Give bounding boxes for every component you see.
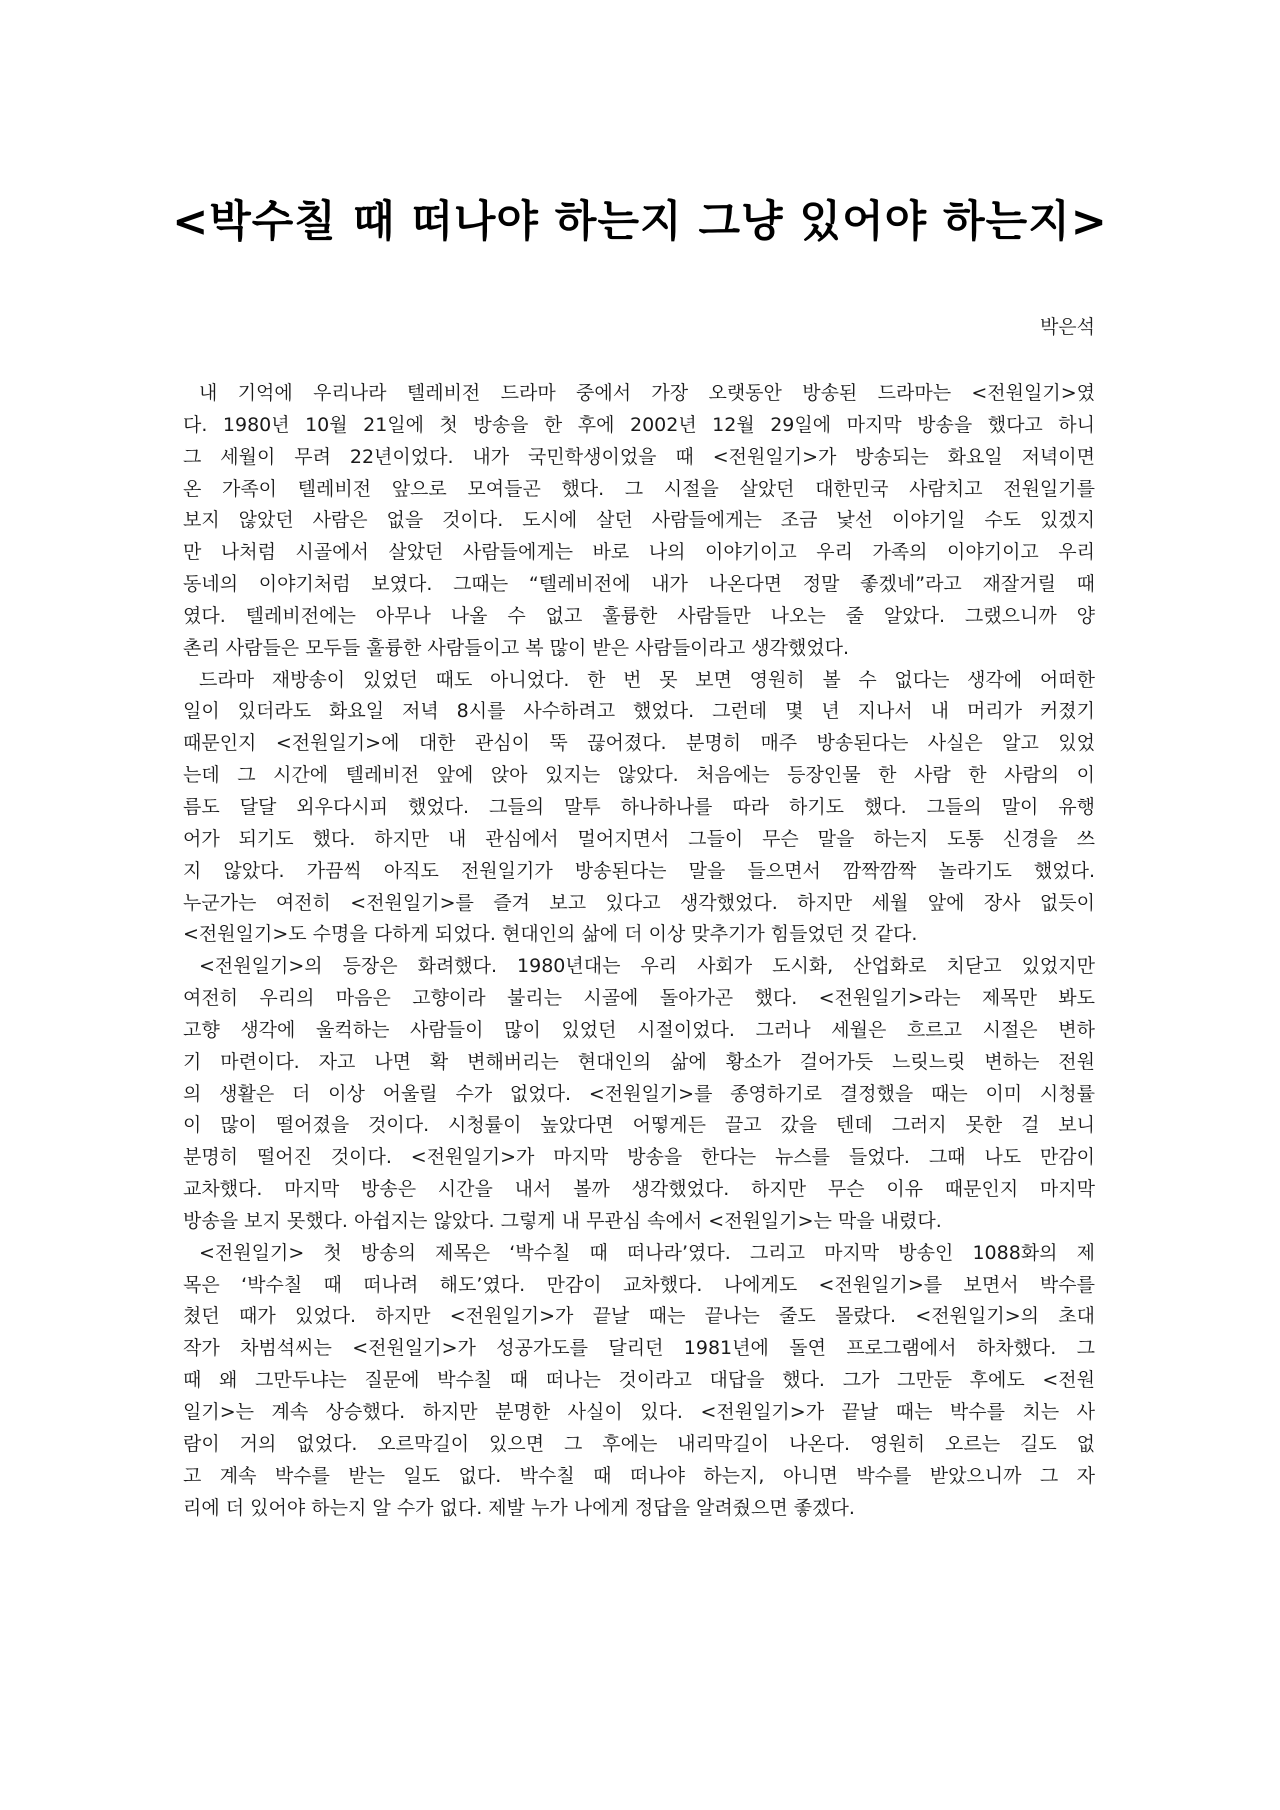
text-line: 방송을 보지 못했다. 아쉽지는 않았다. 그렇게 내 무관심 속에서 <전원일기>는 막을 내렸다. — [183, 1209, 942, 1232]
text-line: 만 나처럼 시골에서 살았던 사람들에게는 바로 나의 이야기이고 우리 가족의 이야기이고 우리 — [183, 541, 1095, 564]
text-line: 일기>는 계속 상승했다. 하지만 분명한 사실이 있다. <전원일기>가 끝날 때는 박수를 치는 사 — [183, 1401, 1095, 1423]
text-line: 작가 차범석씨는 <전원일기>가 성공가도를 달리던 1981년에 돌연 프로그램에서 하차했다. 그 — [183, 1337, 1095, 1360]
document-body — [183, 378, 1095, 1524]
text-line: 분명히 떨어진 것이다. <전원일기>가 마지막 방송을 한다는 뉴스를 들었다. 그때 나도 만감이 — [183, 1146, 1095, 1169]
paragraph — [183, 665, 1095, 952]
text-line: 쳤던 때가 있었다. 하지만 <전원일기>가 끝날 때는 끝나는 줄도 몰랐다. <전원일기>의 초대 — [183, 1305, 1095, 1328]
text-line: 누군가는 여전히 <전원일기>를 즐겨 보고 있다고 생각했었다. 하지만 세월 앞에 장사 없듯이 — [183, 891, 1095, 914]
text-line: 람이 거의 없었다. 오르막길이 있으면 그 후에는 내리막길이 나온다. 영원히 오르는 길도 없 — [183, 1432, 1095, 1455]
text-line: 이 많이 떨어졌을 것이다. 시청률이 높았다면 어떻게든 끌고 갔을 텐데 그러지 못한 걸 보니 — [183, 1114, 1095, 1137]
text-line: 온 가족이 텔레비전 앞으로 모여들곤 했다. 그 시절을 살았던 대한민국 사람치고 전원일기를 — [183, 477, 1095, 500]
text-line: <전원일기> 첫 방송의 제목은 ‘박수칠 때 떠나라’였다. 그리고 마지막 방송인 1088화의 제 — [199, 1241, 1095, 1264]
text-line: 여전히 우리의 마음은 고향이라 불리는 시골에 돌아가곤 했다. <전원일기>라는 제목만 봐도 — [183, 987, 1095, 1010]
text-line: 고향 생각에 울컥하는 사람들이 많이 있었던 시절이었다. 그러나 세월은 흐르고 시절은 변하 — [183, 1018, 1095, 1041]
text-line: 의 생활은 더 이상 어울릴 수가 없었다. <전원일기>를 종영하기로 결정했을 때는 이미 시청률 — [183, 1082, 1095, 1105]
text-line: 였다. 텔레비전에는 아무나 나올 수 없고 훌륭한 사람들만 나오는 줄 알았다. 그랬으니까 양 — [183, 604, 1095, 627]
text-line: 름도 달달 외우다시피 했었다. 그들의 말투 하나하나를 따라 하기도 했다. 그들의 말이 유행 — [183, 795, 1095, 818]
text-line: 어가 되기도 했다. 하지만 내 관심에서 멀어지면서 그들이 무슨 말을 하는지 도통 신경을 쓰 — [183, 827, 1095, 850]
text-line: 내 기억에 우리나라 텔레비전 드라마 중에서 가장 오랫동안 방송된 드라마는 <전원일기>였 — [199, 382, 1095, 404]
text-line: 때문인지 <전원일기>에 대한 관심이 뚝 끊어졌다. 분명히 매주 방송된다는 사실은 알고 있었 — [183, 732, 1095, 755]
text-line: 일이 있더라도 화요일 저녁 8시를 사수하려고 했었다. 그런데 몇 년 지나서 내 머리가 커졌기 — [183, 700, 1095, 723]
text-line: 교차했다. 마지막 방송은 시간을 내서 볼까 생각했었다. 하지만 무슨 이유 때문인지 마지막 — [183, 1178, 1095, 1201]
text-line: 보지 않았던 사람은 없을 것이다. 도시에 살던 사람들에게는 조금 낯선 이야기일 수도 있겠지 — [183, 509, 1095, 532]
text-line: 그 세월이 무려 22년이었다. 내가 국민학생이었을 때 <전원일기>가 방송되는 화요일 저녁이면 — [183, 445, 1095, 468]
text-line: 촌리 사람들은 모두들 훌륭한 사람들이고 복 많이 받은 사람들이라고 생각했었다. — [183, 636, 850, 659]
paragraph — [183, 1238, 1095, 1525]
text-line: <전원일기>도 수명을 다하게 되었다. 현대인의 삶에 더 이상 맞추기가 힘들었던 것 같다. — [183, 923, 918, 946]
text-line: <전원일기>의 등장은 화려했다. 1980년대는 우리 사회가 도시화, 산업화로 치닫고 있었지만 — [199, 955, 1095, 978]
text-line: 고 계속 박수를 받는 일도 없다. 박수칠 때 떠나야 하는지, 아니면 박수를 받았으니까 그 자 — [183, 1464, 1095, 1487]
text-line: 목은 ‘박수칠 때 떠나려 해도’였다. 만감이 교차했다. 나에게도 <전원일기>를 보면서 박수를 — [183, 1273, 1095, 1296]
text-line: 동네의 이야기처럼 보였다. 그때는 “텔레비전에 내가 나온다면 정말 좋겠네”라고 재잘거릴 때 — [183, 573, 1095, 596]
text-line: 때 왜 그만두냐는 질문에 박수칠 때 떠나는 것이라고 대답을 했다. 그가 그만둔 후에도 <전원 — [183, 1369, 1095, 1392]
paragraph — [183, 378, 1095, 665]
paragraph — [183, 951, 1095, 1238]
text-line: 기 마련이다. 자고 나면 확 변해버리는 현대인의 삶에 황소가 걸어가듯 느릿느릿 변하는 전원 — [183, 1050, 1095, 1073]
text-line: 다. 1980년 10월 21일에 첫 방송을 한 후에 2002년 12월 29일에 마지막 방송을 했다고 하니 — [183, 413, 1095, 436]
text-line: 드라마 재방송이 있었던 때도 아니었다. 한 번 못 보면 영원히 볼 수 없다는 생각에 어떠한 — [199, 668, 1095, 691]
author-name: 박은석 — [1039, 316, 1095, 338]
document-title: <박수칠 때 떠나야 하는지 그냥 있어야 하는지> — [172, 197, 1108, 247]
text-line: 는데 그 시간에 텔레비전 앞에 앉아 있지는 않았다. 처음에는 등장인물 한 사람 한 사람의 이 — [183, 764, 1095, 787]
text-line: 리에 더 있어야 하는지 알 수가 없다. 제발 누가 나에게 정답을 알려줬으면 좋겠다. — [183, 1496, 855, 1519]
text-line: 지 않았다. 가끔씩 아직도 전원일기가 방송된다는 말을 들으면서 깜짝깜짝 놀라기도 했었다. — [183, 859, 1095, 882]
